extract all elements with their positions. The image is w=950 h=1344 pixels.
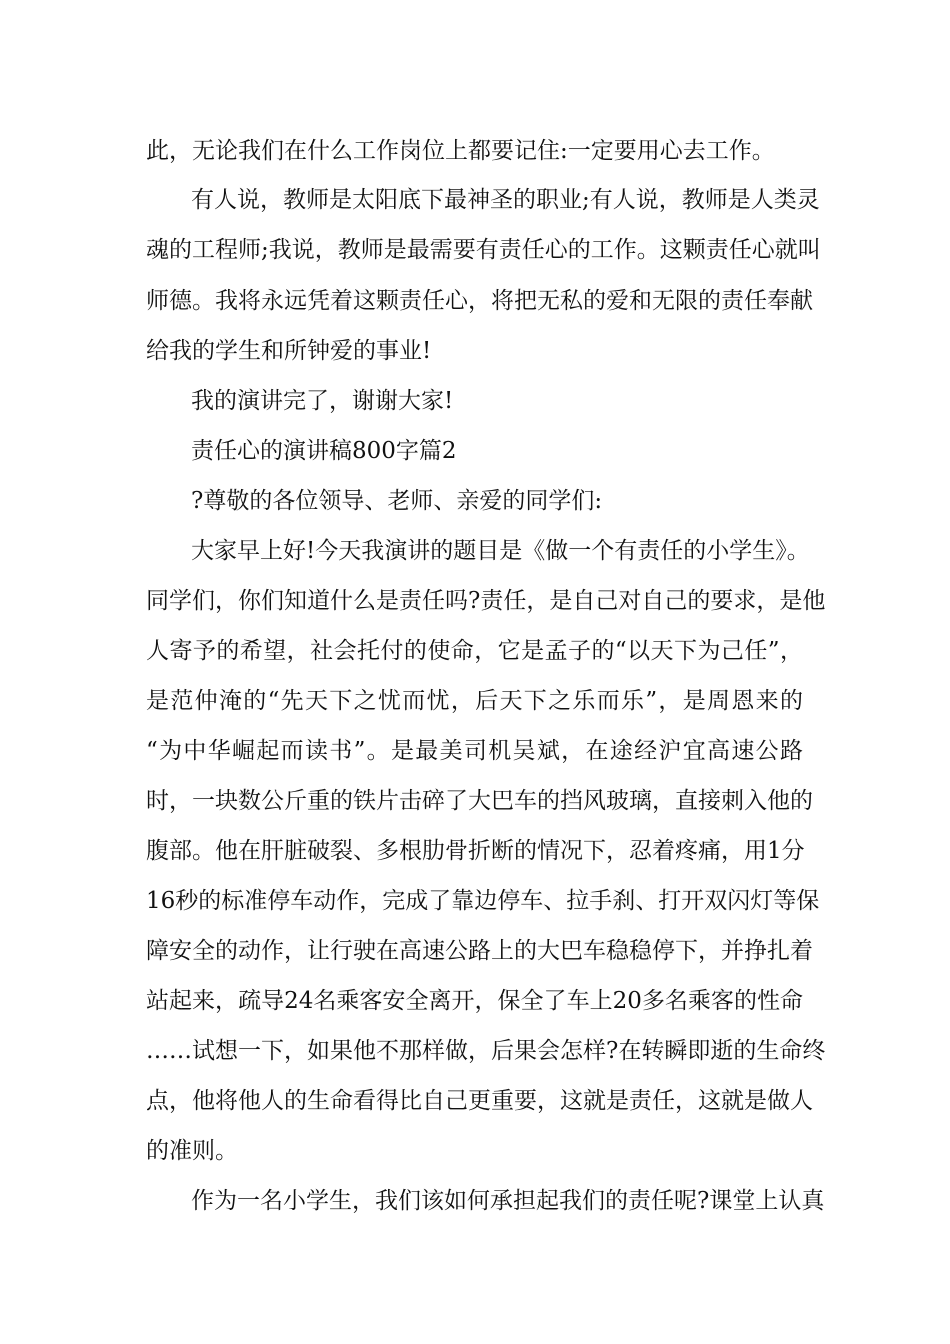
text-line: 的准则。 xyxy=(146,1138,238,1164)
text-line: 给我的学生和所钟爱的事业! xyxy=(146,338,432,364)
text-line: 16秒的标准停车动作，完成了靠边停车、拉手刹、打开双闪灯等保 xyxy=(146,888,820,914)
text-line: 有人说，教师是太阳底下最神圣的职业;有人说，教师是人类灵 xyxy=(191,187,820,213)
text-line: ……试想一下，如果他不那样做，后果会怎样?在转瞬即逝的生命终 xyxy=(146,1038,826,1064)
text-line: 作为一名小学生，我们该如何承担起我们的责任呢?课堂上认真 xyxy=(191,1188,825,1214)
text-line: 站起来，疏导24名乘客安全离开，保全了车上20多名乘客的性命 xyxy=(146,988,803,1014)
text-line: 人寄予的希望，社会托付的使命，它是孟子的“以天下为己任”， xyxy=(146,638,803,664)
text-line: ?尊敬的各位领导、老师、亲爱的同学们: xyxy=(191,488,603,514)
text-line: 腹部。他在肝脏破裂、多根肋骨折断的情况下，忍着疼痛，用1分 xyxy=(146,838,805,864)
text-line: 时，一块数公斤重的铁片击碎了大巴车的挡风玻璃，直接刺入他的 xyxy=(146,788,813,814)
text-line: 大家早上好!今天我演讲的题目是《做一个有责任的小学生》。 xyxy=(191,538,810,564)
text-line: 我的演讲完了，谢谢大家! xyxy=(191,388,454,414)
text-line: “为中华崛起而读书”。是最美司机吴斌，在途经沪宜高速公路 xyxy=(146,738,803,764)
text-line: 是范仲淹的“先天下之忧而忧，后天下之乐而乐”，是周恩来的 xyxy=(146,688,803,714)
text-line: 此，无论我们在什么工作岗位上都要记住:一定要用心去工作。 xyxy=(146,138,775,164)
text-line: 同学们，你们知道什么是责任吗?责任，是自己对自己的要求，是他 xyxy=(146,588,826,614)
section-heading: 责任心的演讲稿800字篇2 xyxy=(191,438,457,464)
text-line: 魂的工程师;我说，教师是最需要有责任心的工作。这颗责任心就叫 xyxy=(146,237,821,263)
text-line: 障安全的动作，让行驶在高速公路上的大巴车稳稳停下，并挣扎着 xyxy=(146,938,813,964)
text-line: 点，他将他人的生命看得比自己更重要，这就是责任，这就是做人 xyxy=(146,1088,813,1114)
text-line: 师德。我将永远凭着这颗责任心，将把无私的爱和无限的责任奉献 xyxy=(146,288,813,314)
